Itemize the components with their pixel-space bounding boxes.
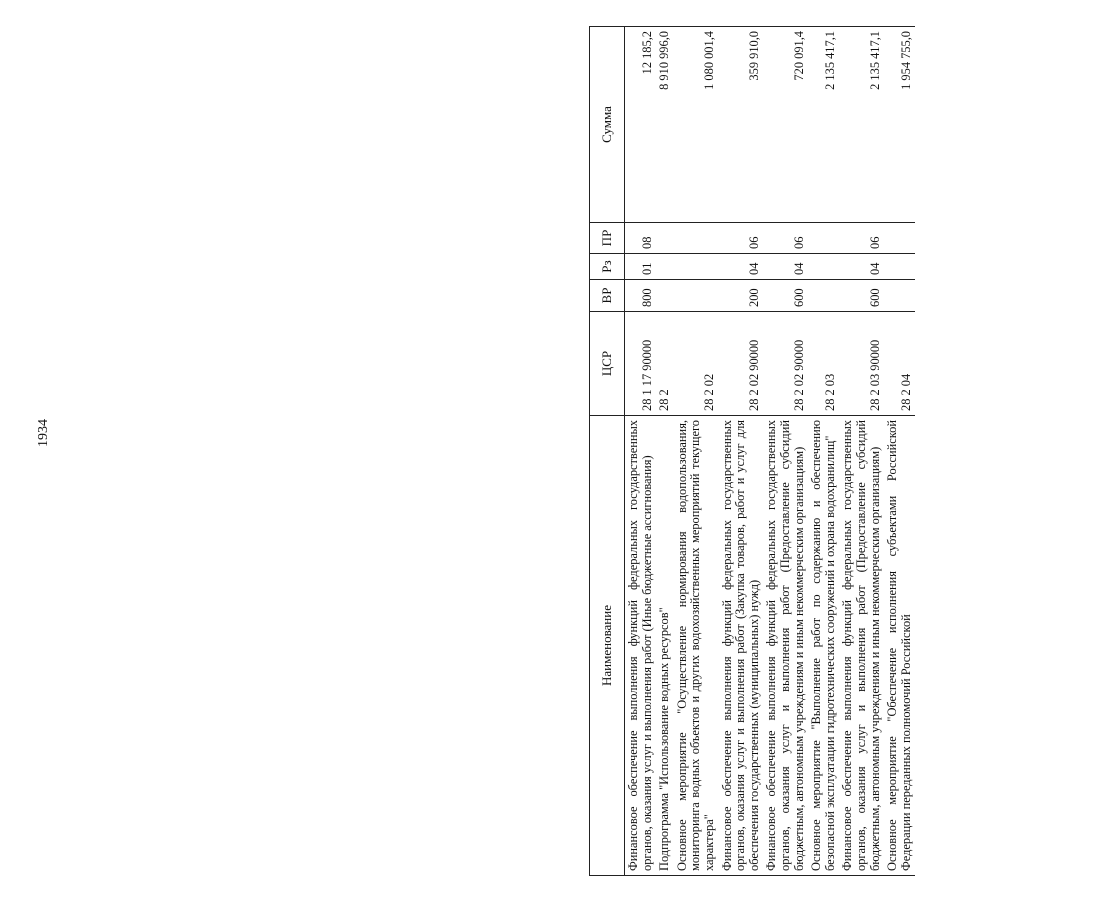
table-row [625, 27, 657, 876]
row-pr: 06 [719, 223, 764, 254]
header-vr: ВР [590, 280, 625, 312]
header-pr: ПР [590, 223, 625, 254]
row-vr [656, 280, 674, 312]
row-rz [808, 254, 839, 280]
row-name: Финансовое обеспечение выполнения функций федеральных государственных органов, оказания услуг и выполнения работ (Предоставление субсидий бюджетным, автономным учреждениям и иным некоммерческим организациям) [763, 416, 808, 876]
budget-table-container [589, 27, 1109, 876]
row-rz: 04 [719, 254, 764, 280]
row-vr [808, 280, 839, 312]
table-row [656, 27, 674, 876]
table-row [808, 27, 839, 876]
row-name: Подпрограмма "Использование водных ресурсов" [656, 416, 674, 876]
row-sum: 720 091,4 [763, 27, 808, 223]
row-sum: 12 185,2 [625, 27, 657, 223]
table-row [763, 27, 808, 876]
row-pr [884, 223, 915, 254]
row-csr: 28 2 03 90000 [839, 312, 884, 416]
header-name: Наименование [590, 416, 625, 876]
budget-table [589, 26, 915, 876]
table-row [719, 27, 764, 876]
row-sum: 8 910 996,0 [656, 27, 674, 223]
row-rz: 04 [839, 254, 884, 280]
row-csr: 28 2 03 [808, 312, 839, 416]
row-pr: 06 [839, 223, 884, 254]
row-sum: 1 954 755,0 [884, 27, 915, 223]
row-rz: 04 [763, 254, 808, 280]
row-vr [674, 280, 719, 312]
row-csr: 28 2 02 90000 [719, 312, 764, 416]
row-vr: 200 [719, 280, 764, 312]
row-pr [656, 223, 674, 254]
row-name: Основное мероприятие "Выполнение работ по содержанию и обеспечению безопасной эксплуатации гидротехнических сооружений и охрана водохранилищ" [808, 416, 839, 876]
row-vr: 600 [763, 280, 808, 312]
table-header-row [590, 27, 625, 876]
table-row [839, 27, 884, 876]
row-sum: 359 910,0 [719, 27, 764, 223]
row-pr: 06 [763, 223, 808, 254]
row-vr: 800 [625, 280, 657, 312]
table-row [884, 27, 915, 876]
header-csr: ЦСР [590, 312, 625, 416]
row-vr [884, 280, 915, 312]
row-sum: 2 135 417,1 [839, 27, 884, 223]
row-name: Основное мероприятие "Осуществление нормирования водопользования, мониторинга водных объектов и других водохозяйственных мероприятий текущего характера" [674, 416, 719, 876]
row-csr: 28 2 02 [674, 312, 719, 416]
table-row [674, 27, 719, 876]
row-csr: 28 2 [656, 312, 674, 416]
row-csr: 28 2 02 90000 [763, 312, 808, 416]
row-name: Финансовое обеспечение выполнения функций федеральных государственных органов, оказания услуг и выполнения работ (Закупка товаров, работ и услуг для обеспечения государственных (муниципальных) нужд) [719, 416, 764, 876]
page-number: 1934 [36, 419, 51, 447]
row-csr: 28 1 17 90000 [625, 312, 657, 416]
row-rz [884, 254, 915, 280]
header-sum: Сумма [590, 27, 625, 223]
row-pr: 08 [625, 223, 657, 254]
row-name: Финансовое обеспечение выполнения функций федеральных государственных органов, оказания услуг и выполнения работ (Предоставление субсидий бюджетным, автономным учреждениям и иным некоммерческим организациям) [839, 416, 884, 876]
row-rz [674, 254, 719, 280]
row-name: Основное мероприятие "Обеспечение исполнения субъектами Российской Федерации переданных полномочий Российской [884, 416, 915, 876]
row-rz: 01 [625, 254, 657, 280]
row-sum: 1 080 001,4 [674, 27, 719, 223]
header-rz: Рз [590, 254, 625, 280]
row-pr [674, 223, 719, 254]
row-name: Финансовое обеспечение выполнения функций федеральных государственных органов, оказания услуг и выполнения работ (Иные бюджетные ассигнования) [625, 416, 657, 876]
row-pr [808, 223, 839, 254]
row-csr: 28 2 04 [884, 312, 915, 416]
row-vr: 600 [839, 280, 884, 312]
row-sum: 2 135 417,1 [808, 27, 839, 223]
row-rz [656, 254, 674, 280]
